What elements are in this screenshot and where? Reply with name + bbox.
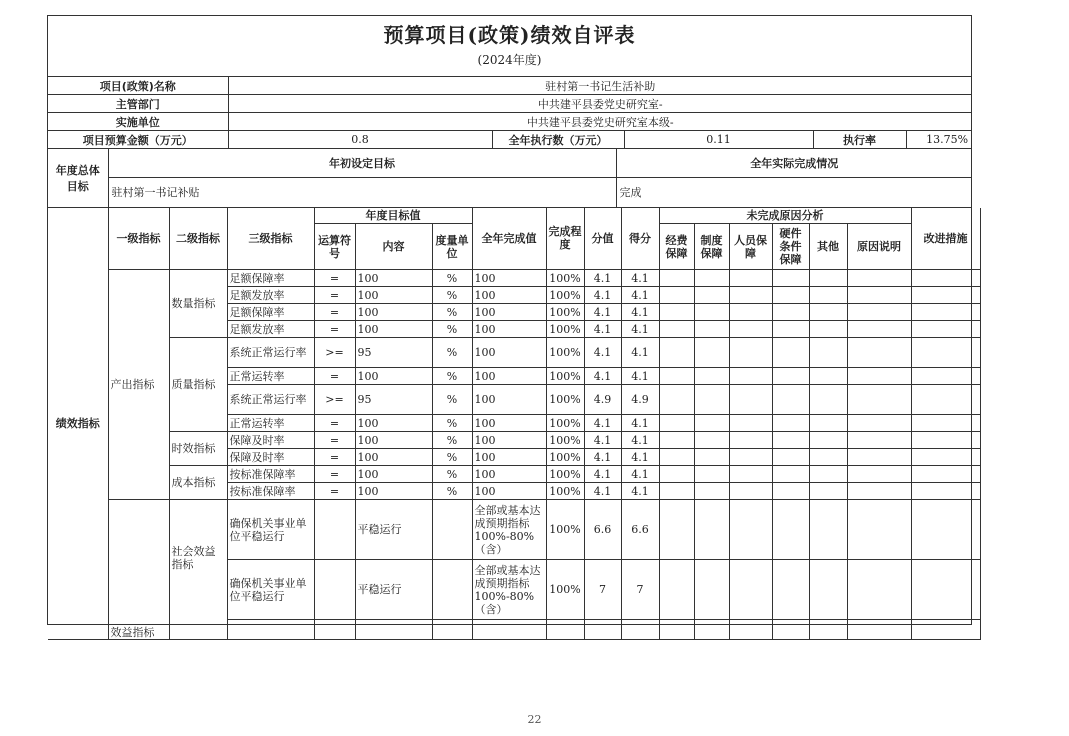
header-lvl1: 一级指标	[108, 208, 169, 270]
header-r4: 硬件条件保障	[772, 224, 809, 270]
row-11-op: =	[314, 483, 355, 500]
row-13-name: 确保机关事业单位平稳运行	[227, 560, 314, 620]
row-11-name: 按标准保障率	[227, 483, 314, 500]
row-11-got: 4.1	[621, 483, 659, 500]
evaluation-sheet	[47, 15, 972, 639]
group-quality: 质量指标	[169, 338, 227, 432]
row-3-content: 100	[355, 321, 432, 338]
row-2-name: 足额保障率	[227, 304, 314, 321]
project-name-label: 项目(政策)名称	[48, 77, 228, 95]
form-title: 预算项目(政策)绩效自评表	[383, 23, 636, 47]
impl-value: 中共建平县委党史研究室本级-	[228, 113, 972, 131]
form-year: (2024年度)	[477, 53, 542, 67]
row-5-op: =	[314, 368, 355, 385]
row-11-content: 100	[355, 483, 432, 500]
header-r3: 人员保障	[729, 224, 772, 270]
dept-value: 中共建平县委党史研究室-	[228, 95, 972, 113]
row-2-unit: %	[432, 304, 472, 321]
row-5-actual: 100	[472, 368, 546, 385]
row-1-degree: 100%	[546, 287, 584, 304]
group-social: 社会效益指标	[169, 500, 227, 640]
row-2-op: =	[314, 304, 355, 321]
row-6-actual: 100	[472, 385, 546, 415]
row-0-got: 4.1	[621, 270, 659, 287]
budget-row	[48, 131, 972, 149]
row-5-degree: 100%	[546, 368, 584, 385]
row-0-name: 足额保障率	[227, 270, 314, 287]
actual-completion-text: 完成	[616, 177, 972, 207]
row-13-op	[314, 560, 355, 620]
row-0-score: 4.1	[584, 270, 621, 287]
rate-label: 执行率	[813, 131, 906, 149]
row-7-unit: %	[432, 415, 472, 432]
row-12-degree: 100%	[546, 500, 584, 560]
project-name-row	[48, 77, 972, 95]
initial-goal-text: 驻村第一书记补贴	[108, 177, 616, 207]
row-9-degree: 100%	[546, 449, 584, 466]
group-quantity: 数量指标	[169, 270, 227, 338]
row-7-actual: 100	[472, 415, 546, 432]
group-output: 产出指标	[108, 270, 169, 500]
row-2-actual: 100	[472, 304, 546, 321]
row-1-actual: 100	[472, 287, 546, 304]
row-12-op	[314, 500, 355, 560]
group-timeliness: 时效指标	[169, 432, 227, 466]
row-9-unit: %	[432, 449, 472, 466]
row-6-got: 4.9	[621, 385, 659, 415]
row-11-score: 4.1	[584, 483, 621, 500]
dept-row	[48, 95, 972, 113]
title-block	[48, 16, 971, 77]
row-9-name: 保障及时率	[227, 449, 314, 466]
row-11-actual: 100	[472, 483, 546, 500]
row-10-degree: 100%	[546, 466, 584, 483]
row-7-score: 4.1	[584, 415, 621, 432]
row-6-unit: %	[432, 385, 472, 415]
row-7-content: 100	[355, 415, 432, 432]
perf-indicators-label: 绩效指标	[48, 208, 108, 640]
project-name-value: 驻村第一书记生活补助	[228, 77, 972, 95]
row-1-unit: %	[432, 287, 472, 304]
row-7-op: =	[314, 415, 355, 432]
header-reason: 未完成原因分析	[659, 208, 911, 224]
overall-goal-label: 年度总体目标	[48, 149, 108, 207]
row-12-name: 确保机关事业单位平稳运行	[227, 500, 314, 560]
row-8-op: =	[314, 432, 355, 449]
row-3-op: =	[314, 321, 355, 338]
row-13-actual: 全部或基本达成预期指标100%-80%（含）	[472, 560, 546, 620]
row-13-score: 7	[584, 560, 621, 620]
row-12-unit	[432, 500, 472, 560]
row-12-actual: 全部或基本达成预期指标100%-80%（含）	[472, 500, 546, 560]
row-11-degree: 100%	[546, 483, 584, 500]
header-lvl3: 三级指标	[227, 208, 314, 270]
row-10-actual: 100	[472, 466, 546, 483]
row-6-content: 95	[355, 385, 432, 415]
row-3-actual: 100	[472, 321, 546, 338]
indicator-table	[48, 208, 981, 641]
row-2-degree: 100%	[546, 304, 584, 321]
row-7-name: 正常运转率	[227, 415, 314, 432]
group-benefit: 效益指标	[108, 500, 169, 640]
row-1-content: 100	[355, 287, 432, 304]
row-7-degree: 100%	[546, 415, 584, 432]
row-5-content: 100	[355, 368, 432, 385]
row-12-score: 6.6	[584, 500, 621, 560]
row-1-op: =	[314, 287, 355, 304]
row-4-op: >=	[314, 338, 355, 368]
row-11-unit: %	[432, 483, 472, 500]
row-10-got: 4.1	[621, 466, 659, 483]
row-6-score: 4.9	[584, 385, 621, 415]
row-4-content: 95	[355, 338, 432, 368]
row-0-actual: 100	[472, 270, 546, 287]
exec-label: 全年执行数（万元）	[492, 131, 624, 149]
row-4-name: 系统正常运行率	[227, 338, 314, 368]
row-3-name: 足额发放率	[227, 321, 314, 338]
header-op: 运算符号	[314, 224, 355, 270]
row-3-unit: %	[432, 321, 472, 338]
row-0-unit: %	[432, 270, 472, 287]
header-r1: 经费保障	[659, 224, 694, 270]
row-4-actual: 100	[472, 338, 546, 368]
row-10-unit: %	[432, 466, 472, 483]
row-4-score: 4.1	[584, 338, 621, 368]
row-2-got: 4.1	[621, 304, 659, 321]
row-1-got: 4.1	[621, 287, 659, 304]
impl-row	[48, 113, 972, 131]
row-6-name: 系统正常运行率	[227, 385, 314, 415]
row-13-got: 7	[621, 560, 659, 620]
header-degree: 完成程度	[546, 208, 584, 270]
row-6-degree: 100%	[546, 385, 584, 415]
header-r6: 原因说明	[847, 224, 911, 270]
row-12-got: 6.6	[621, 500, 659, 560]
row-9-actual: 100	[472, 449, 546, 466]
row-8-degree: 100%	[546, 432, 584, 449]
row-1-name: 足额发放率	[227, 287, 314, 304]
row-0-content: 100	[355, 270, 432, 287]
project-info-table	[48, 77, 972, 149]
row-10-score: 4.1	[584, 466, 621, 483]
group-cost: 成本指标	[169, 466, 227, 500]
row-7-got: 4.1	[621, 415, 659, 432]
header-improve: 改进措施	[911, 208, 980, 270]
exec-value: 0.11	[624, 131, 813, 149]
header-target: 年度目标值	[314, 208, 472, 224]
row-5-name: 正常运转率	[227, 368, 314, 385]
header-actual: 全年完成值	[472, 208, 546, 270]
impl-label: 实施单位	[48, 113, 228, 131]
page-number: 22	[527, 713, 542, 726]
row-4-got: 4.1	[621, 338, 659, 368]
row-3-score: 4.1	[584, 321, 621, 338]
row-10-content: 100	[355, 466, 432, 483]
row-8-got: 4.1	[621, 432, 659, 449]
row-5-unit: %	[432, 368, 472, 385]
header-unit: 度量单位	[432, 224, 472, 270]
row-1-score: 4.1	[584, 287, 621, 304]
row-8-actual: 100	[472, 432, 546, 449]
header-content: 内容	[355, 224, 432, 270]
actual-completion-header: 全年实际完成情况	[616, 149, 972, 177]
row-0-op: =	[314, 270, 355, 287]
row-13-degree: 100%	[546, 560, 584, 620]
row-6-op: >=	[314, 385, 355, 415]
overall-goal-table	[48, 149, 972, 208]
budget-label: 项目预算金额（万元）	[48, 131, 228, 149]
row-2-score: 4.1	[584, 304, 621, 321]
row-9-got: 4.1	[621, 449, 659, 466]
row-4-unit: %	[432, 338, 472, 368]
row-8-content: 100	[355, 432, 432, 449]
row-3-degree: 100%	[546, 321, 584, 338]
row-5-score: 4.1	[584, 368, 621, 385]
row-8-name: 保障及时率	[227, 432, 314, 449]
header-r2: 制度保障	[694, 224, 729, 270]
row-9-op: =	[314, 449, 355, 466]
row-13-unit	[432, 560, 472, 620]
rate-value: 13.75%	[906, 131, 972, 149]
row-5-got: 4.1	[621, 368, 659, 385]
header-lvl2: 二级指标	[169, 208, 227, 270]
row-3-got: 4.1	[621, 321, 659, 338]
header-got: 得分	[621, 208, 659, 270]
row-8-unit: %	[432, 432, 472, 449]
row-4-degree: 100%	[546, 338, 584, 368]
budget-value: 0.8	[228, 131, 492, 149]
row-9-content: 100	[355, 449, 432, 466]
row-8-score: 4.1	[584, 432, 621, 449]
row-13-content: 平稳运行	[355, 560, 432, 620]
dept-label: 主管部门	[48, 95, 228, 113]
row-0-degree: 100%	[546, 270, 584, 287]
row-9-score: 4.1	[584, 449, 621, 466]
row-2-content: 100	[355, 304, 432, 321]
header-score: 分值	[584, 208, 621, 270]
row-10-name: 按标准保障率	[227, 466, 314, 483]
row-10-op: =	[314, 466, 355, 483]
row-12-content: 平稳运行	[355, 500, 432, 560]
header-r5: 其他	[809, 224, 847, 270]
initial-goal-header: 年初设定目标	[108, 149, 616, 177]
